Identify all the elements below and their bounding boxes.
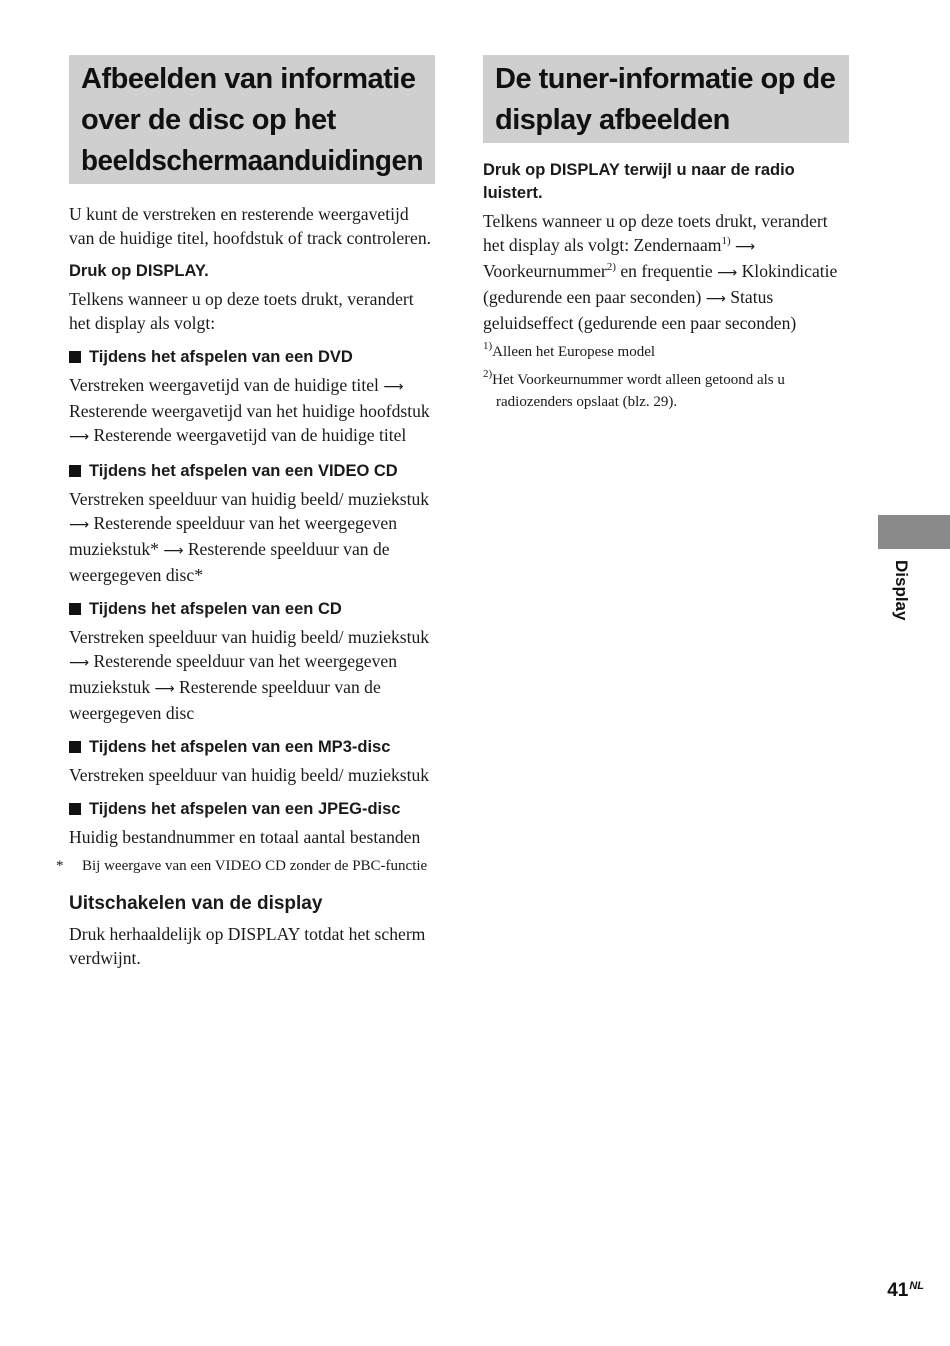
section-tab-label xyxy=(885,560,915,640)
dvd-step-2: Resterende weergavetijd van het huidige hoofdstuk xyxy=(69,401,430,421)
tuner-step-4: Status geluidseffect (gedurende een paar seconden) xyxy=(483,287,797,333)
jpeg-heading-text: Tijdens het afspelen van een JPEG-disc xyxy=(89,800,401,818)
left-title-line-3: beeldschermaanduidingen xyxy=(81,145,424,177)
left-title-line-2: over de disc op het xyxy=(81,104,336,136)
arrow-right-icon: ⟶ xyxy=(717,265,738,281)
cd-heading xyxy=(69,598,435,620)
left-title-line-1: Afbeelden van informatie xyxy=(81,63,416,95)
cd-step-1: Verstreken speelduur van huidig beeld/ muziekstuk xyxy=(69,627,430,647)
tuner-sequence xyxy=(483,209,849,335)
display-off-heading: Uitschakelen van de display xyxy=(69,893,323,914)
arrow-right-icon: ⟶ xyxy=(69,517,90,533)
right-title-line-2: display afbeelden xyxy=(495,104,730,136)
dvd-heading-text: Tijdens het afspelen van een DVD xyxy=(89,348,353,366)
left-instruction: Druk op DISPLAY. xyxy=(69,262,209,280)
footnote-2-mark: 2) xyxy=(483,368,493,380)
arrow-right-icon: ⟶ xyxy=(163,543,184,559)
square-bullet-icon xyxy=(69,351,81,363)
page-language-code: NL xyxy=(909,1280,924,1292)
cd-step-3: Resterende speelduur van de weergegeven disc xyxy=(69,677,381,723)
square-bullet-icon xyxy=(69,741,81,753)
arrow-right-icon: ⟶ xyxy=(705,291,726,307)
arrow-right-icon: ⟶ xyxy=(69,655,90,671)
tuner-step-2-suffix: en frequentie xyxy=(620,261,713,281)
left-intro: U kunt de verstreken en resterende weergavetijd van de huidige titel, hoofdstuk of track controleren. xyxy=(69,204,432,248)
cd-heading-text: Tijdens het afspelen van een CD xyxy=(89,600,342,618)
square-bullet-icon xyxy=(69,603,81,615)
cd-sequence xyxy=(69,625,435,725)
mp3-heading xyxy=(69,736,435,758)
right-section-title xyxy=(483,55,849,143)
footnote-1 xyxy=(483,341,849,363)
tuner-detail-intro: Telkens wanneer u op deze toets drukt, verandert het display als volgt: xyxy=(483,211,828,255)
vcd-heading xyxy=(69,460,435,482)
cd-step-2: Resterende speelduur van het weergegeven muziekstuk xyxy=(69,651,398,697)
footnote-ref-2: 2) xyxy=(606,261,616,273)
footnote-asterisk xyxy=(56,855,435,877)
vcd-sequence xyxy=(69,487,435,587)
right-title-line-1: De tuner-informatie op de xyxy=(495,63,836,95)
tuner-step-3: Klokindicatie (gedurende een paar seconden) xyxy=(483,261,838,307)
section-tab-marker xyxy=(878,515,950,549)
footnote-1-mark: 1) xyxy=(483,340,493,352)
right-column xyxy=(483,55,849,413)
dvd-step-3: Resterende weergavetijd van de huidige titel xyxy=(93,425,407,445)
section-tab-label-text: Display xyxy=(892,560,911,621)
footnote-2-text: Het Voorkeurnummer wordt alleen getoond als u radiozenders opslaat (blz. 29). xyxy=(492,372,785,410)
arrow-right-icon: ⟶ xyxy=(383,379,404,395)
jpeg-text: Huidig bestandnummer en totaal aantal bestanden xyxy=(69,827,421,847)
mp3-text: Verstreken speelduur van huidig beeld/ muziekstuk xyxy=(69,765,430,785)
dvd-sequence xyxy=(69,373,435,449)
right-instruction: Druk op DISPLAY terwijl u naar de radio luistert. xyxy=(483,161,795,202)
display-off-text: Druk herhaaldelijk op DISPLAY totdat het scherm verdwijnt. xyxy=(69,924,426,968)
arrow-right-icon: ⟶ xyxy=(69,429,90,445)
vcd-step-3: Resterende speelduur van de weergegeven disc* xyxy=(69,539,390,585)
dvd-step-1: Verstreken weergavetijd van de huidige titel xyxy=(69,375,379,395)
jpeg-heading xyxy=(69,798,435,820)
footnote-2 xyxy=(483,369,849,413)
page-number-value: 41 xyxy=(887,1280,909,1301)
footnote-1-text: Alleen het Europese model xyxy=(492,344,656,360)
footnote-ref-1: 1) xyxy=(721,235,731,247)
footnote-mark: * xyxy=(56,858,64,874)
mp3-heading-text: Tijdens het afspelen van een MP3-disc xyxy=(89,738,391,756)
square-bullet-icon xyxy=(69,465,81,477)
tuner-step-2: Voorkeurnummer xyxy=(483,261,607,281)
arrow-right-icon: ⟶ xyxy=(154,681,175,697)
tuner-step-1: Zendernaam xyxy=(633,235,722,255)
arrow-right-icon: ⟶ xyxy=(735,239,756,255)
page-number xyxy=(887,1280,924,1302)
vcd-step-1: Verstreken speelduur van huidig beeld/ muziekstuk xyxy=(69,489,430,509)
footnote-text: Bij weergave van een VIDEO CD zonder de PBC-functie xyxy=(82,858,428,874)
square-bullet-icon xyxy=(69,803,81,815)
left-section-title xyxy=(69,55,435,184)
vcd-heading-text: Tijdens het afspelen van een VIDEO CD xyxy=(89,462,398,480)
left-instruction-detail: Telkens wanneer u op deze toets drukt, verandert het display als volgt: xyxy=(69,289,414,333)
left-column xyxy=(56,55,435,970)
dvd-heading xyxy=(69,346,435,368)
vcd-step-2: Resterende speelduur van het weergegeven muziekstuk* xyxy=(69,513,398,559)
